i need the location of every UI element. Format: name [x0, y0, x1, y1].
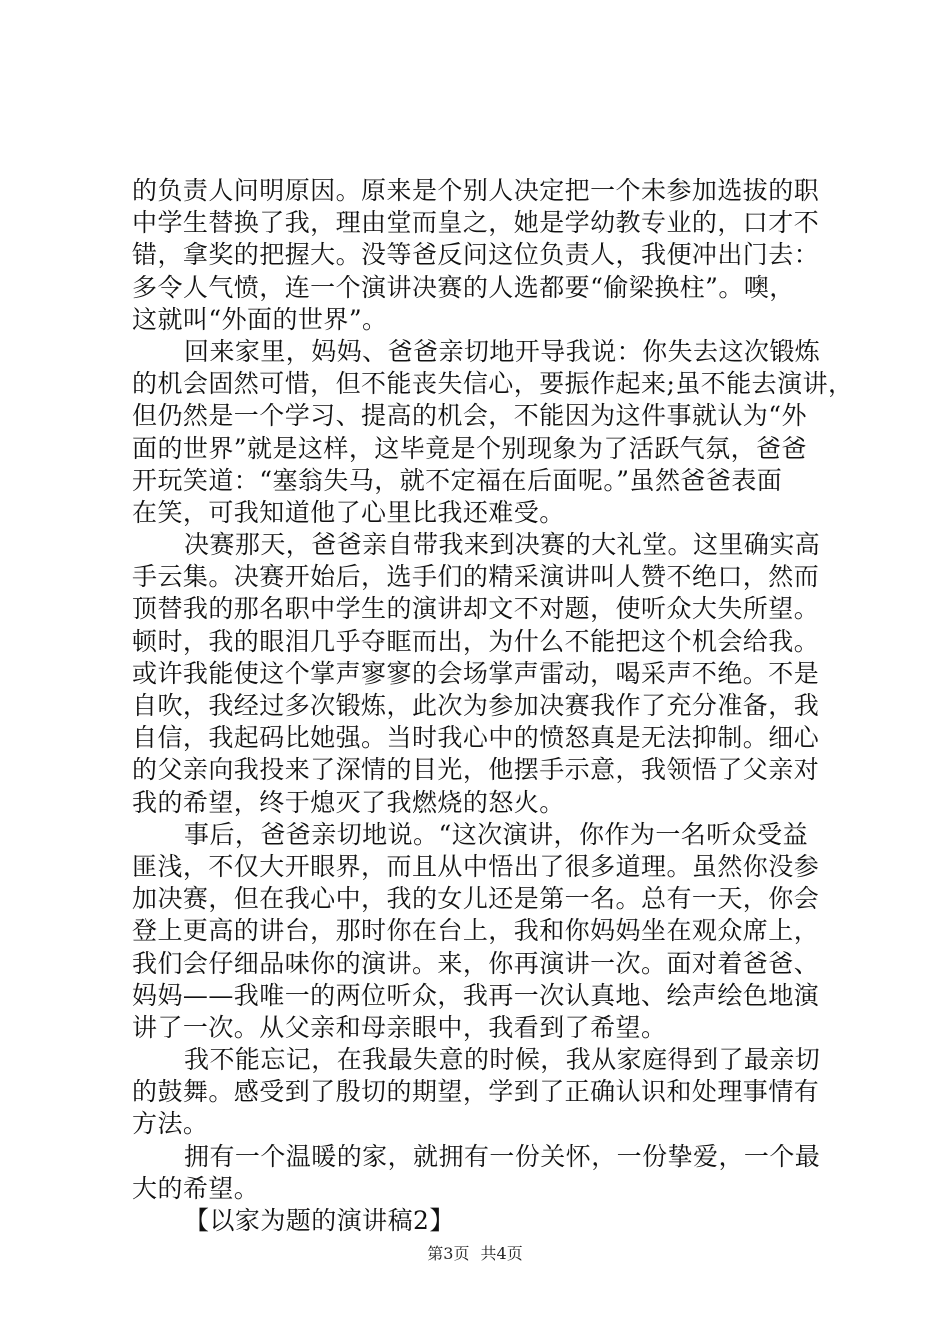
paragraph-start-line: 拥有一个温暖的家，就拥有一份关怀，一份挚爱，一个最	[184, 1141, 821, 1171]
text-line: 手云集。决赛开始后，选手们的精采演讲叫人赞不绝口，然而	[132, 562, 820, 592]
text-line: 加决赛，但在我心中，我的女儿还是第一名。总有一天，你会	[132, 884, 820, 914]
text-line: 方法。	[132, 1109, 209, 1139]
paragraph-start-line: 事后，爸爸亲切地说。“这次演讲，你作为一名听众受益	[184, 819, 809, 849]
text-line: 这就叫“外面的世界”。	[132, 304, 388, 334]
page-footer	[0, 1244, 950, 1264]
text-line: 中学生替换了我，理由堂而皇之，她是学幼教专业的，口才不	[132, 208, 820, 238]
text-line: 讲了一次。从父亲和母亲眼中，我看到了希望。	[132, 1012, 667, 1042]
text-line: 妈妈——我唯一的两位听众，我再一次认真地、绘声绘色地演	[132, 980, 820, 1010]
text-line: 开玩笑道：“塞翁失马，就不定福在后面呢。”虽然爸爸表面	[132, 465, 783, 495]
document-body	[132, 175, 854, 1237]
text-line: 匪浅，不仅大开眼界，而且从中悟出了很多道理。虽然你没参	[132, 851, 820, 881]
text-line: 我的希望，终于熄灭了我燃烧的怒火。	[132, 787, 565, 817]
text-line: 我们会仔细品味你的演讲。来，你再演讲一次。面对着爸爸、	[132, 948, 820, 978]
text-line: 错，拿奖的把握大。没等爸反问这位负责人，我便冲出门去：	[132, 240, 820, 270]
text-line: 但仍然是一个学习、提高的机会，不能因为这件事就认为“外	[132, 401, 807, 431]
paragraph-start-line: 我不能忘记，在我最失意的时候，我从家庭得到了最亲切	[184, 1045, 821, 1075]
text-line: 顿时，我的眼泪几乎夺眶而出，为什么不能把这个机会给我。	[132, 626, 820, 656]
paragraph-start-line: 决赛那天，爸爸亲自带我来到决赛的大礼堂。这里确实高	[184, 530, 821, 560]
page-number: 第3页	[427, 1244, 470, 1263]
text-line: 或许我能使这个掌声寥寥的会场掌声雷动，喝采声不绝。不是	[132, 658, 820, 688]
text-line: 的鼓舞。感受到了殷切的期望，学到了正确认识和处理事情有	[132, 1077, 820, 1107]
text-line: 自吹，我经过多次锻炼，此次为参加决赛我作了充分准备，我	[132, 691, 820, 720]
text-line: 大的希望。	[132, 1173, 260, 1203]
text-line: 登上更高的讲台，那时你在台上，我和你妈妈坐在观众席上，	[132, 916, 820, 946]
text-line: 多令人气愤，连一个演讲决赛的人选都要“偷梁换柱”。噢，	[132, 272, 795, 302]
text-line: 面的世界”就是这样，这毕竟是个别现象为了活跃气氛，爸爸	[132, 433, 807, 463]
text-line: 自信，我起码比她强。当时我心中的愤怒真是无法抑制。细心	[132, 723, 820, 753]
text-line: 的负责人问明原因。原来是个别人决定把一个未参加选拔的职	[132, 176, 820, 205]
page-total: 共4页	[480, 1244, 523, 1263]
paragraph-start-line: 回来家里，妈妈、爸爸亲切地开导我说：你失去这次锻炼	[184, 336, 821, 366]
text-line: 的机会固然可惜，但不能丧失信心，要振作起来;虽不能去演讲，	[132, 369, 854, 399]
text-line: 在笑，可我知道他了心里比我还难受。	[132, 497, 565, 527]
text-line: 的父亲向我投来了深情的目光，他摆手示意，我领悟了父亲对	[132, 755, 820, 785]
text-line: 顶替我的那名职中学生的演讲却文不对题，使听众大失所望。	[132, 594, 820, 624]
section-heading: 【以家为题的演讲稿2】	[184, 1206, 455, 1235]
